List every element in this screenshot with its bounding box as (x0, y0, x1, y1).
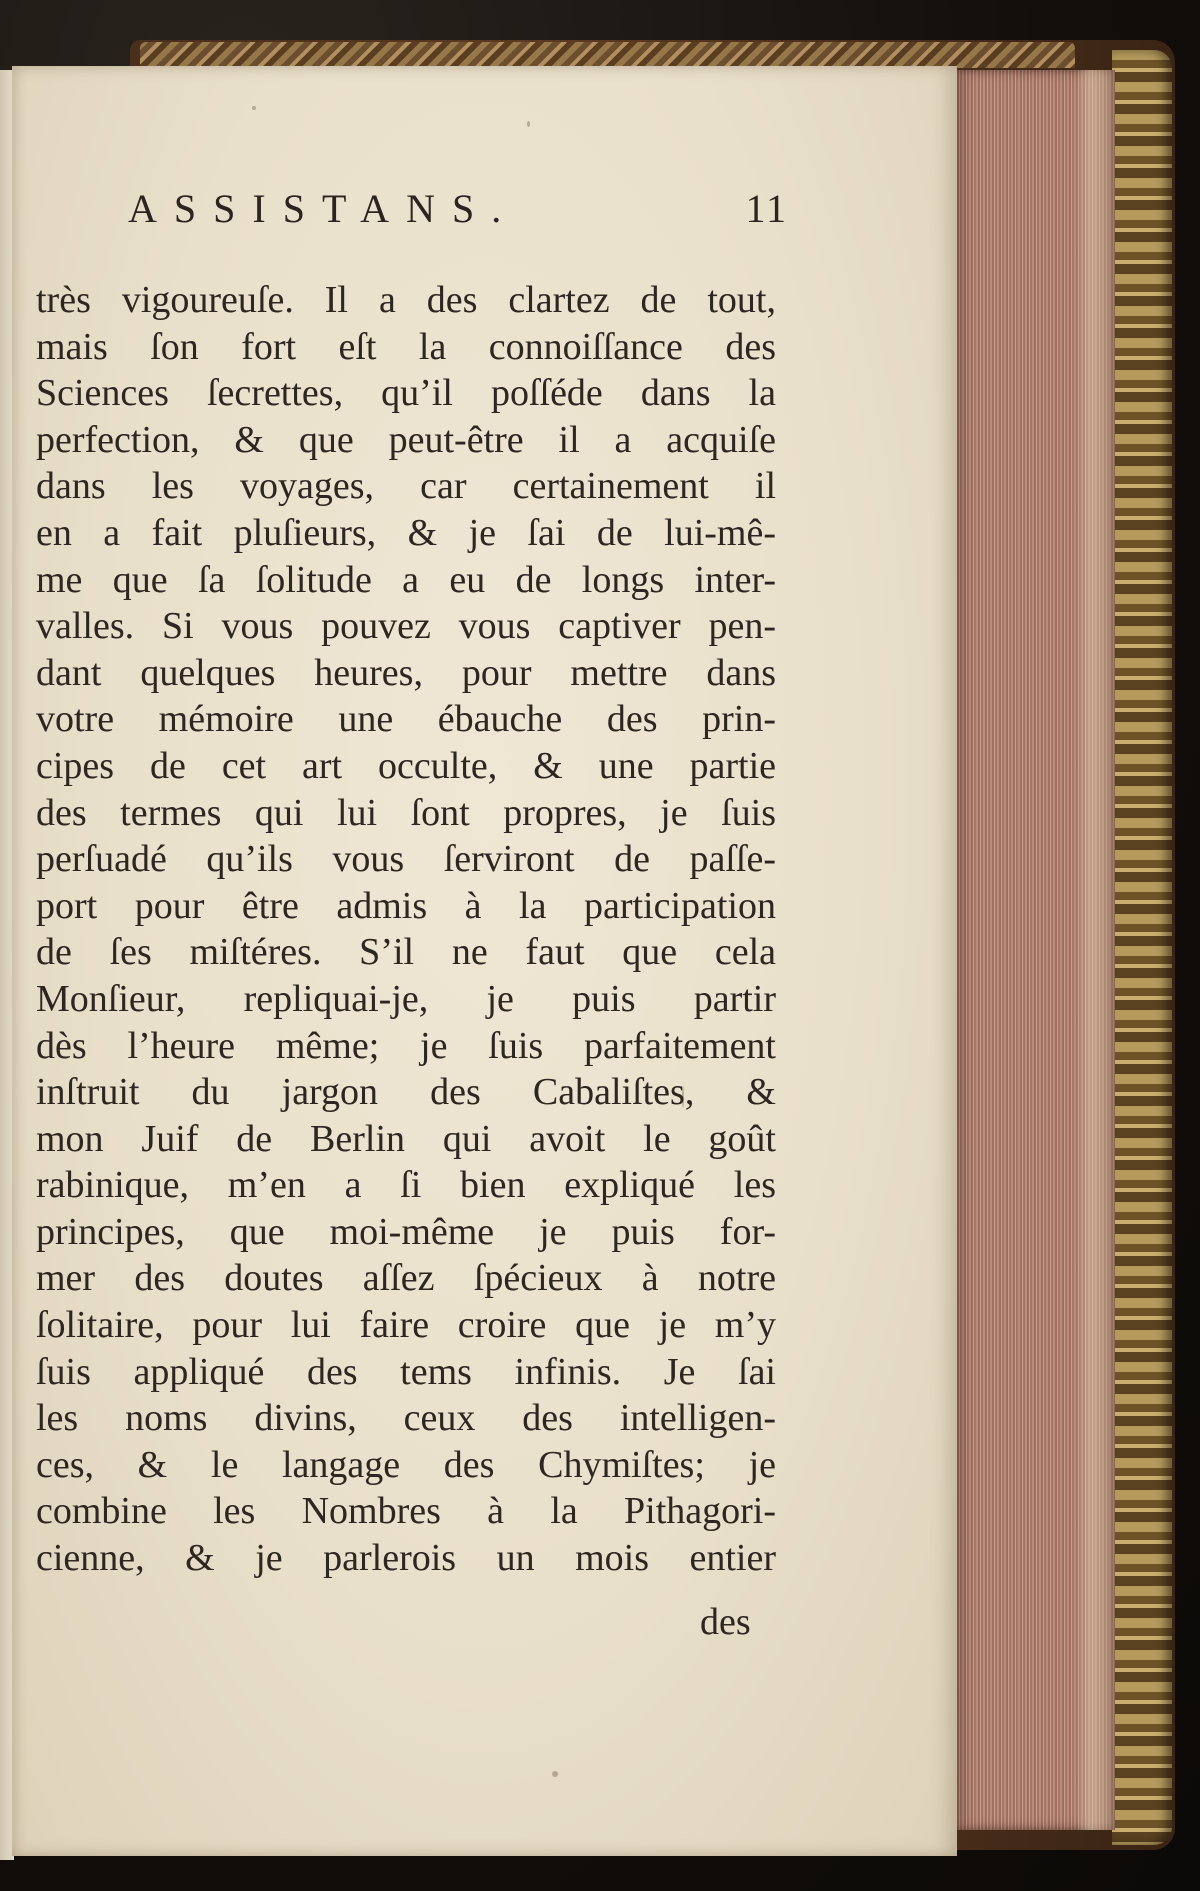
text-line: mer des doutes aſſez ſpécieux à notre (36, 1257, 776, 1300)
text-line: dès l’heure même; je ſuis parfaitement (36, 1024, 776, 1067)
text-line: en a fait pluſieurs, & je ſai de lui-mê- (36, 511, 776, 554)
paper-fleck (552, 1771, 558, 1777)
paper-fleck (252, 106, 256, 110)
text-line: rabinique, m’en a ſi bien expliqué les (36, 1164, 776, 1207)
text-line: mais ſon fort eſt la connoiſſance des (36, 325, 776, 368)
text-line: perfection, & que peut-être il a acquiſe (36, 418, 776, 461)
text-line: ces, & le langage des Chymiſtes; je (36, 1443, 776, 1486)
text-line: dant quelques heures, pour mettre dans (36, 651, 776, 694)
paper-fleck (527, 121, 530, 127)
running-head-title: ASSISTANS. (128, 186, 519, 231)
gilt-fore-edge (1112, 50, 1172, 1845)
text-line: Monſieur, repliquai-je, je puis partir (36, 977, 776, 1020)
text-line: me que ſa ſolitude a eu de longs inter- (36, 558, 776, 601)
text-line: Sciences ſecrettes, qu’il poſſéde dans la (36, 372, 776, 415)
text-line: dans les voyages, car certainement il (36, 465, 776, 508)
text-line: principes, que moi-même je puis for- (36, 1210, 776, 1253)
page-block-edges (955, 70, 1115, 1830)
text-line: perſuadé qu’ils vous ſerviront de paſſe- (36, 838, 776, 881)
text-line: inſtruit du jargon des Cabaliſtes, & (36, 1071, 776, 1114)
gilt-top-edge (140, 42, 1075, 68)
text-line: les noms divins, ceux des intelligen- (36, 1397, 776, 1440)
text-line: ſuis appliqué des tems infinis. Je ſai (36, 1350, 776, 1393)
text-line: valles. Si vous pouvez vous captiver pen- (36, 605, 776, 648)
text-line: cipes de cet art occulte, & une partie (36, 744, 776, 787)
text-line: port pour être admis à la participation (36, 884, 776, 927)
running-head (128, 185, 788, 245)
text-line: ſolitaire, pour lui faire croire que je m’y (36, 1304, 776, 1347)
text-line: combine les Nombres à la Pithagori- (36, 1490, 776, 1533)
text-line: mon Juif de Berlin qui avoit le goût (36, 1117, 776, 1160)
text-line: votre mémoire une ébauche des prin- (36, 698, 776, 741)
text-line: de ſes miſtéres. S’il ne faut que cela (36, 931, 776, 974)
text-line: des termes qui lui ſont propres, je ſuis (36, 791, 776, 834)
catchword: des (700, 1601, 751, 1643)
body-text (36, 277, 776, 1582)
text-line: très vigoureuſe. Il a des clartez de tout, (36, 279, 776, 321)
page-number: 11 (745, 186, 788, 231)
text-line: cienne, & je parlerois un mois entier (36, 1537, 776, 1580)
